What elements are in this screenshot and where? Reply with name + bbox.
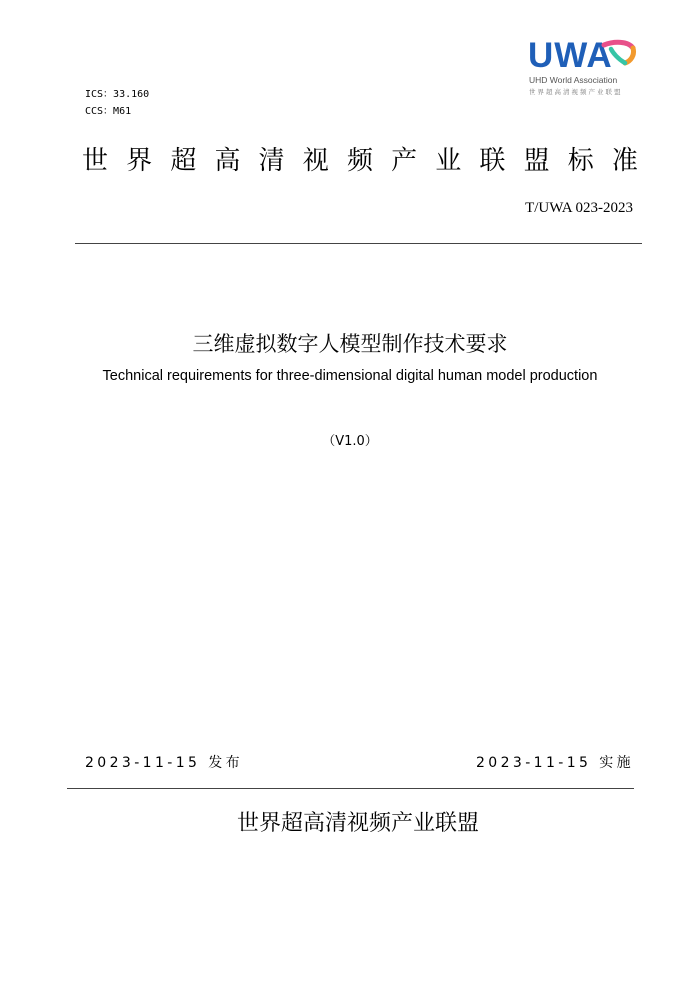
- title-char: 产: [391, 146, 418, 176]
- title-char: 联: [479, 146, 506, 176]
- ccs-code: CCS：M61: [85, 106, 132, 117]
- title-char: 标: [567, 146, 594, 176]
- title-char: 超: [170, 146, 197, 176]
- document-title-english: Technical requirements for three-dimensional digital human model production: [102, 368, 598, 384]
- ics-code: ICS：33.160: [85, 89, 150, 100]
- title-char: 清: [258, 146, 285, 176]
- logo-swirl-icon: [598, 39, 638, 73]
- logo-english-name: UHD World Association: [529, 75, 618, 85]
- title-char: 界: [126, 146, 153, 176]
- classification-codes: [85, 86, 149, 120]
- title-char: 世: [82, 146, 109, 176]
- title-char: 视: [302, 146, 329, 176]
- document-number: T/UWA 023-2023: [525, 200, 633, 216]
- standard-org-title: [82, 144, 638, 178]
- document-title-chinese: 三维虚拟数字人模型制作技术要求: [192, 332, 508, 356]
- bottom-divider: [67, 788, 634, 789]
- title-char: 频: [346, 146, 373, 176]
- publisher-name: 世界超高清视频产业联盟: [236, 811, 479, 836]
- logo-chinese-name: 世界超高清视频产业联盟: [529, 88, 623, 96]
- implementation-date: 2023-11-15 实施: [475, 755, 634, 771]
- issue-date: 2023-11-15 发布: [85, 755, 244, 771]
- document-version: （V1.0）: [322, 434, 378, 449]
- logo-wordmark: UWA: [528, 36, 613, 75]
- title-char: 盟: [523, 146, 550, 176]
- title-char: 准: [611, 146, 638, 176]
- top-divider: [75, 243, 642, 244]
- title-char: 业: [435, 146, 462, 176]
- title-char: 高: [214, 146, 241, 176]
- uwa-logo: [528, 38, 638, 100]
